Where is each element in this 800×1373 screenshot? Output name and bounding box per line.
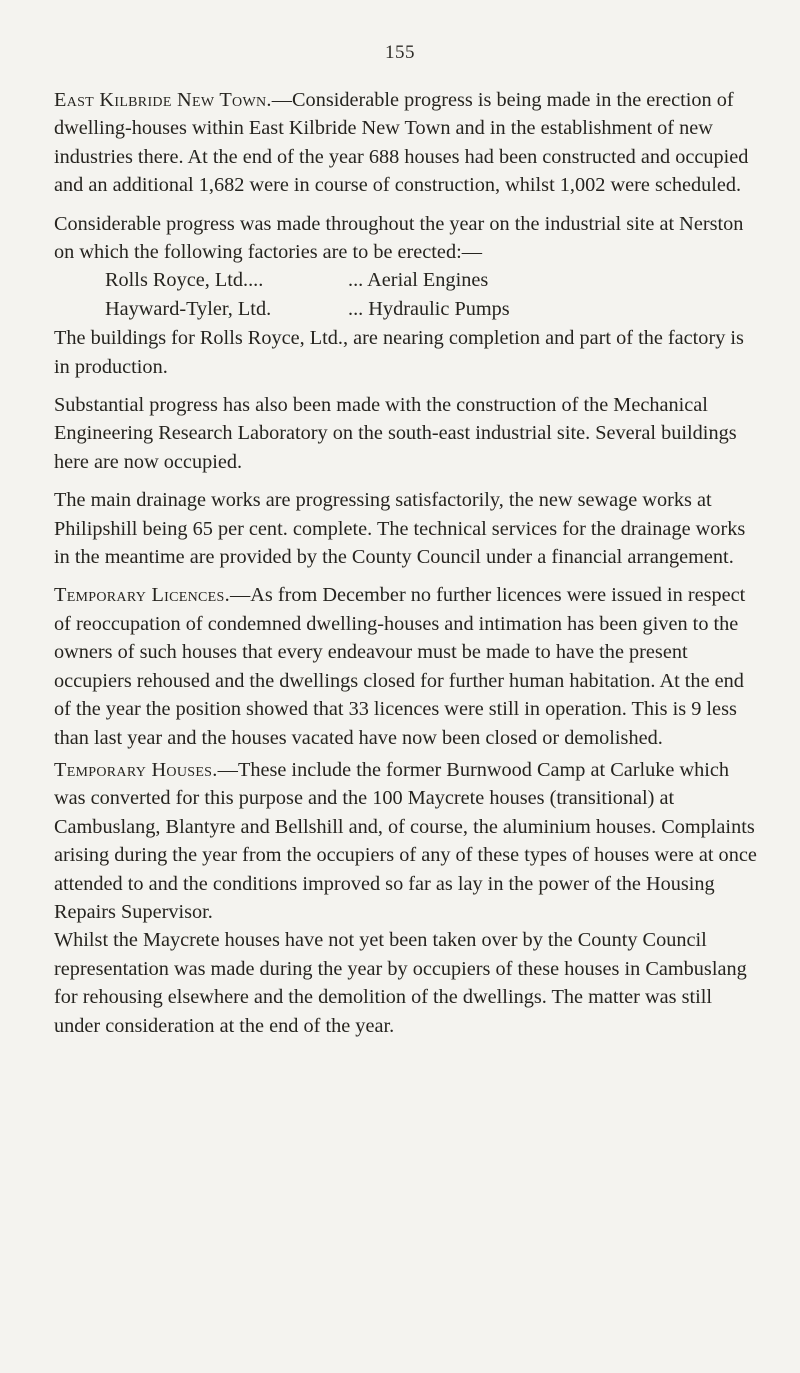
east-kilbride-text: —Considerable progress is being made in the erection of dwelling-houses within East Kilbride New Town and in the establishment of new industries there. At the end of the year 688 houses had been constructed and occupied and an additional 1,682 were in course of construction, whilst 1,002 were scheduled. xyxy=(54,89,749,197)
factory-name: Rolls Royce, Ltd.... xyxy=(105,269,264,292)
page-body xyxy=(54,86,759,1040)
factory-row xyxy=(54,266,759,294)
factory-name: Hayward-Tyler, Ltd. xyxy=(105,297,272,320)
rolls-royce-status-paragraph: The buildings for Rolls Royce, Ltd., are nearing completion and part of the factory is in production. xyxy=(54,327,744,378)
drainage-paragraph: The main drainage works are progressing satisfactorily, the new sewage works at Philipshill being 65 per cent. complete. The technical services for the drainage works in the meantime are provided by the County Council under a financial arrangement. xyxy=(54,489,746,569)
maycrete-paragraph: Whilst the Maycrete houses have not yet been taken over by the County Council representation was made during the year by occupiers of these houses in Cambuslang for rehousing elsewhere and the demolition of the dwellings. The matter was still under consideration at the end of the year. xyxy=(54,929,747,1037)
temporary-licences-paragraph xyxy=(54,581,759,751)
temporary-houses-heading: Temporary Houses. xyxy=(54,758,218,781)
temporary-licences-heading: Temporary Licences. xyxy=(54,584,230,607)
nerston-intro-paragraph: Considerable progress was made throughout the year on the industrial site at Nerston on which the following factories are to be erected:— xyxy=(54,212,744,264)
page-number: 155 xyxy=(385,42,415,63)
factory-product: ... Hydraulic Pumps xyxy=(348,297,510,320)
factory-row xyxy=(54,295,759,323)
east-kilbride-paragraph xyxy=(54,86,759,200)
factory-product: ... Aerial Engines xyxy=(348,269,489,292)
temporary-houses-text: —These include the former Burnwood Camp at Carluke which was converted for this purpose and the 100 Maycrete houses (transitional) at Cambuslang, Blantyre and Bellshill and, of course, the aluminium houses. Complaints arising during the year from the occupiers of any of these types of houses were at once attended to and the conditions improved so far as lay in the power of the Housing Repairs Supervisor. xyxy=(54,758,757,923)
laboratory-paragraph: Substantial progress has also been made with the construction of the Mechanical Engineering Research Laboratory on the south-east industrial site. Several buildings here are now occupied. xyxy=(54,394,737,473)
east-kilbride-heading: East Kilbride New Town. xyxy=(54,89,272,111)
temporary-houses-paragraph xyxy=(54,756,759,926)
factory-list xyxy=(54,266,759,323)
temporary-licences-text: —As from December no further licences were issued in respect of reoccupation of condemned dwelling-houses and intimation has been given to the owners of such houses that every endeavour must be made to have the present occupiers rehoused and the dwellings closed for further human habitation. At the end of the year the position showed that 33 licences were still in operation. This is 9 less than last year and the houses vacated have now been closed or demolished. xyxy=(54,584,746,749)
